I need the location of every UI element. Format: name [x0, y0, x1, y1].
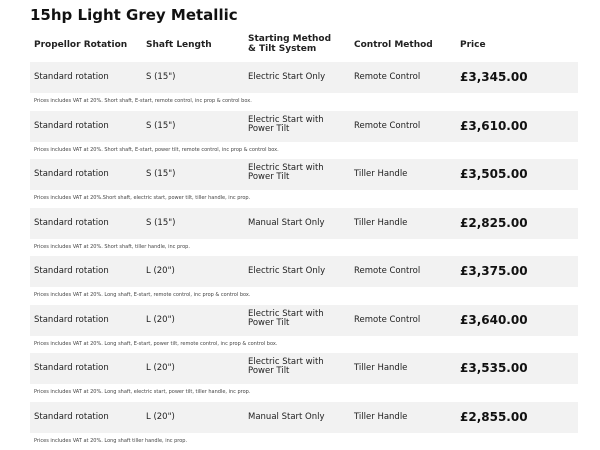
row-main	[30, 353, 578, 384]
cell-control-method: Remote Control	[354, 72, 420, 82]
cell-price: £2,855.00	[460, 410, 528, 424]
header-price: Price	[460, 40, 486, 50]
row-main	[30, 208, 578, 239]
cell-control-method: Tiller Handle	[354, 169, 407, 179]
header-shaft-length: Shaft Length	[146, 40, 212, 50]
row-note: Prices includes VAT at 20%. Long shaft, electric start, power tilt, tiller handle, inc prop.	[30, 384, 578, 402]
cell-propellor-rotation: Standard rotation	[34, 218, 109, 228]
cell-propellor-rotation: Standard rotation	[34, 412, 109, 422]
cell-control-method: Tiller Handle	[354, 218, 407, 228]
header-starting-method: Starting Method & Tilt System	[248, 34, 340, 54]
cell-price: £3,610.00	[460, 119, 528, 133]
row-note: Prices includes VAT at 20%.Short shaft, electric start, power tilt, tiller handle, inc prop.	[30, 190, 578, 208]
table-row	[30, 159, 578, 208]
cell-propellor-rotation: Standard rotation	[34, 169, 109, 179]
table-row	[30, 208, 578, 257]
cell-propellor-rotation: Standard rotation	[34, 315, 109, 325]
row-main	[30, 159, 578, 190]
cell-shaft-length: S (15")	[146, 72, 175, 82]
cell-starting-method: Electric Start with Power Tilt	[248, 116, 340, 134]
row-note: Prices includes VAT at 20%. Short shaft, E-start, remote control, inc prop & control box.	[30, 93, 578, 111]
row-main	[30, 62, 578, 93]
row-note: Prices includes VAT at 20%. Short shaft, tiller handle, inc prop.	[30, 239, 578, 257]
cell-starting-method: Electric Start Only	[248, 72, 325, 82]
cell-propellor-rotation: Standard rotation	[34, 121, 109, 131]
table-header	[30, 34, 578, 60]
table-row	[30, 305, 578, 354]
cell-shaft-length: L (20")	[146, 363, 175, 373]
cell-starting-method: Electric Start Only	[248, 266, 325, 276]
cell-price: £3,505.00	[460, 167, 528, 181]
cell-propellor-rotation: Standard rotation	[34, 266, 109, 276]
cell-control-method: Tiller Handle	[354, 412, 407, 422]
table-row	[30, 62, 578, 111]
cell-shaft-length: L (20")	[146, 266, 175, 276]
row-note: Prices includes VAT at 20%. Long shaft, E-start, remote control, inc prop & control box.	[30, 287, 578, 305]
row-main	[30, 305, 578, 336]
cell-shaft-length: S (15")	[146, 169, 175, 179]
cell-shaft-length: L (20")	[146, 412, 175, 422]
cell-propellor-rotation: Standard rotation	[34, 363, 109, 373]
cell-shaft-length: S (15")	[146, 121, 175, 131]
row-main	[30, 256, 578, 287]
table-body	[30, 62, 578, 450]
header-control-method: Control Method	[354, 40, 433, 50]
row-note: Prices includes VAT at 20%. Long shaft, E-start, power tilt, remote control, inc prop & control box.	[30, 336, 578, 354]
row-main	[30, 111, 578, 142]
row-note: Prices includes VAT at 20%. Long shaft tiller handle, inc prop.	[30, 433, 578, 450]
cell-price: £3,345.00	[460, 70, 528, 84]
row-note: Prices includes VAT at 20%. Short shaft, E-start, power tilt, remote control, inc prop & control box.	[30, 142, 578, 160]
cell-starting-method: Electric Start with Power Tilt	[248, 358, 340, 376]
cell-starting-method: Electric Start with Power Tilt	[248, 164, 340, 182]
row-main	[30, 402, 578, 433]
header-propellor-rotation: Propellor Rotation	[34, 40, 127, 50]
cell-price: £3,375.00	[460, 264, 528, 278]
cell-control-method: Remote Control	[354, 315, 420, 325]
table-row	[30, 353, 578, 402]
cell-control-method: Remote Control	[354, 121, 420, 131]
cell-starting-method: Manual Start Only	[248, 412, 325, 422]
cell-shaft-length: S (15")	[146, 218, 175, 228]
cell-starting-method: Electric Start with Power Tilt	[248, 310, 340, 328]
table-row	[30, 402, 578, 450]
cell-control-method: Remote Control	[354, 266, 420, 276]
cell-shaft-length: L (20")	[146, 315, 175, 325]
cell-price: £3,535.00	[460, 361, 528, 375]
cell-starting-method: Manual Start Only	[248, 218, 325, 228]
cell-price: £3,640.00	[460, 313, 528, 327]
page-title: 15hp Light Grey Metallic	[30, 6, 238, 24]
cell-price: £2,825.00	[460, 216, 528, 230]
cell-propellor-rotation: Standard rotation	[34, 72, 109, 82]
table-row	[30, 256, 578, 305]
cell-control-method: Tiller Handle	[354, 363, 407, 373]
table-row	[30, 111, 578, 160]
